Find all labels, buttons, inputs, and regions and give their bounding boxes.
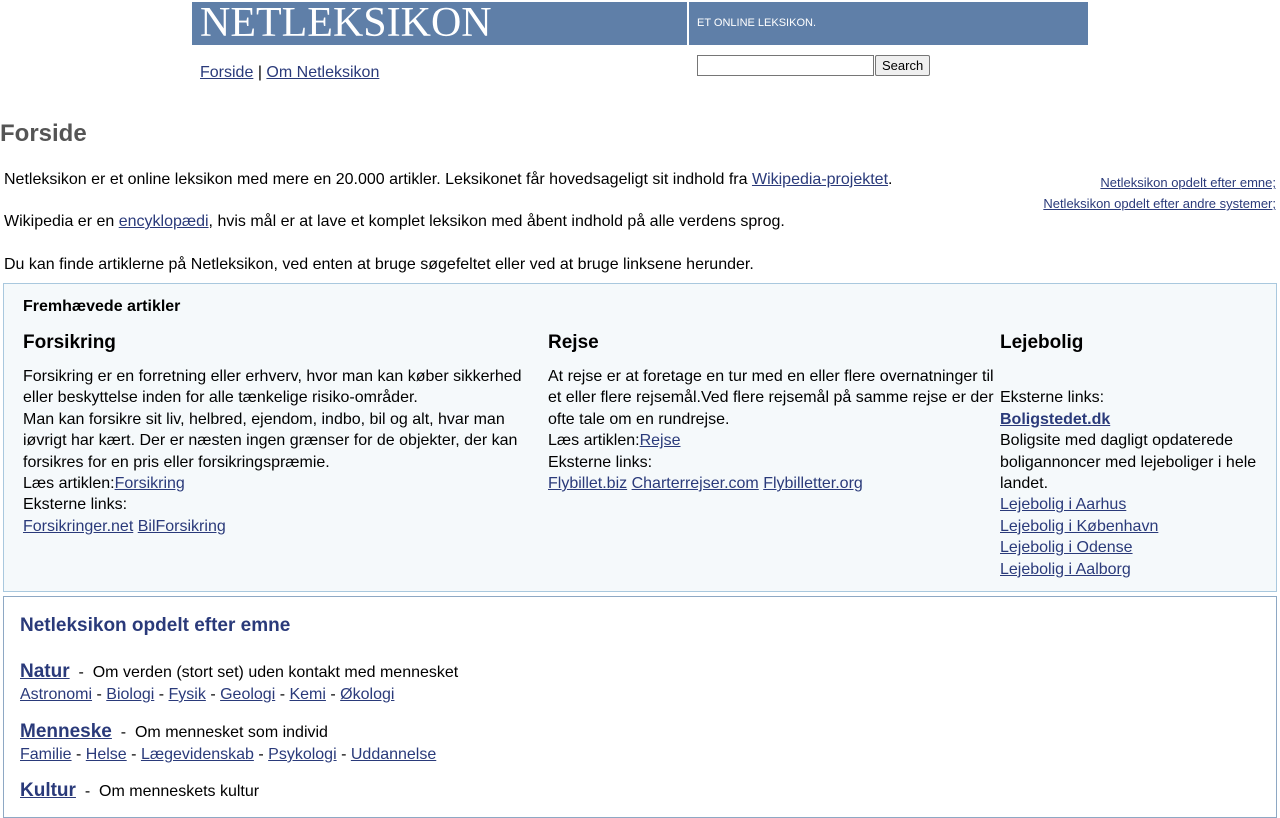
column-title: Rejse — [548, 332, 599, 353]
column-title: Lejebolig — [1000, 332, 1084, 353]
nav-about-link[interactable]: Om Netleksikon — [266, 64, 380, 81]
subtopic-link[interactable]: Lægevidenskab — [140, 746, 254, 763]
topic-dash: - — [120, 724, 127, 741]
subtopic-separator: - — [76, 746, 82, 763]
external-links-label: Eksterne links: — [548, 453, 653, 471]
column-text: At rejse er at foretage en tur med en eller flere overnatninger til et eller flere rejsemål.Ved flere rejsemål på samme rejse er der ofte tale om en rundrejse. — [548, 368, 994, 428]
featured-column-insurance — [23, 332, 533, 537]
external-link[interactable]: Flybilletter.org — [763, 475, 863, 493]
featured-column-travel — [548, 332, 1000, 494]
topic-link[interactable]: Natur — [20, 661, 70, 682]
side-links — [1043, 172, 1276, 214]
rental-link[interactable]: Lejebolig i Aalborg — [1000, 560, 1131, 578]
site-logo[interactable]: NETLEKSIKON — [200, 0, 492, 46]
boligstedet-link[interactable]: Boligstedet.dk — [1000, 410, 1111, 428]
read-article-line — [548, 430, 1000, 451]
search-form — [697, 55, 930, 76]
subtopic-link[interactable]: Geologi — [220, 686, 276, 703]
spacer — [1000, 366, 1264, 387]
external-links — [23, 516, 533, 537]
featured-title: Fremhævede artikler — [23, 298, 181, 315]
subtopic-separator: - — [131, 746, 137, 763]
featured-column-rental — [1000, 332, 1264, 580]
external-links-label: Eksterne links: — [1000, 389, 1105, 407]
subtopic-link[interactable]: Psykologi — [268, 746, 337, 763]
subtopic-link[interactable]: Økologi — [340, 686, 395, 703]
read-label: Læs artiklen: — [548, 432, 640, 450]
topic-header — [20, 660, 458, 685]
intro-text: . — [888, 171, 893, 188]
subtopic-separator: - — [341, 746, 347, 763]
subtopic-separator: - — [158, 686, 165, 703]
topic-description: Om verden (stort set) uden kontakt med mennesket — [92, 664, 459, 681]
logo-banner — [192, 2, 687, 45]
external-link[interactable]: Charterrejser.com — [631, 475, 759, 493]
column-text: Forsikring er en forretning eller erhverv, hvor man kan køber sikkerhed eller beskyttelse inden for alle tænkelige risiko-områder. — [23, 368, 522, 407]
subtopic-link[interactable]: Helse — [85, 746, 127, 763]
topic-header — [20, 779, 259, 804]
column-title: Forsikring — [23, 332, 116, 353]
rental-link[interactable]: Lejebolig i Aarhus — [1000, 496, 1127, 514]
tagline-banner — [689, 2, 1088, 45]
subtopic-separator: - — [210, 686, 216, 703]
search-input[interactable] — [697, 55, 874, 76]
intro-text: Netleksikon er et online leksikon med mere en 20.000 artikler. Leksikonet får hovedsageligt sit indhold fra — [4, 171, 752, 188]
read-article-link[interactable]: Forsikring — [114, 475, 185, 493]
subtopic-link[interactable]: Kemi — [289, 686, 326, 703]
subtopic-link[interactable]: Astronomi — [20, 686, 93, 703]
rental-link[interactable]: Lejebolig i København — [1000, 517, 1159, 535]
top-navigation — [200, 64, 379, 82]
external-link[interactable]: Forsikringer.net — [23, 517, 134, 535]
intro-paragraph-3: Du kan finde artiklerne på Netleksikon, ved enten at bruge søgefeltet eller ved at bruge linksene herunder. — [4, 256, 754, 273]
by-other-systems-link[interactable]: Netleksikon opdelt efter andre systemer; — [1043, 196, 1276, 211]
topic-header — [20, 720, 436, 745]
read-label: Læs artiklen: — [23, 475, 115, 493]
nav-home-link[interactable]: Forside — [200, 64, 254, 81]
topic-nature — [20, 660, 458, 705]
read-article-line — [23, 473, 533, 494]
topic-description: Om mennesket som individ — [134, 724, 328, 741]
topic-human — [20, 720, 436, 765]
nav-separator: | — [257, 64, 262, 81]
topic-link[interactable]: Kultur — [20, 780, 76, 801]
external-link[interactable]: Flybillet.biz — [548, 475, 628, 493]
topic-description: Om menneskets kultur — [99, 783, 260, 800]
topic-dash: - — [78, 664, 84, 681]
external-links — [548, 473, 1000, 494]
subtopic-link[interactable]: Biologi — [106, 686, 155, 703]
intro-text: Wikipedia er en — [4, 213, 119, 230]
intro-paragraph-2 — [4, 213, 785, 231]
external-link[interactable]: BilForsikring — [137, 517, 226, 535]
intro-paragraph-1 — [4, 171, 892, 189]
subtopic-separator: - — [96, 686, 102, 703]
search-button[interactable]: Search — [875, 55, 930, 76]
intro-text: , hvis mål er at lave et komplet leksikon med åbent indhold på alle verdens sprog. — [208, 213, 785, 230]
topic-culture — [20, 779, 259, 804]
page-title: Forside — [0, 120, 87, 147]
external-links-label: Eksterne links: — [23, 496, 128, 514]
read-article-link[interactable]: Rejse — [639, 432, 681, 450]
site-tagline: ET ONLINE LEKSIKON. — [697, 17, 817, 29]
topics-box — [3, 596, 1277, 818]
subtopic-link[interactable]: Uddannelse — [350, 746, 437, 763]
subtopic-separator: - — [258, 746, 264, 763]
subtopic-links — [20, 745, 436, 765]
subtopic-links — [20, 685, 458, 705]
wikipedia-project-link[interactable]: Wikipedia-projektet — [751, 171, 889, 188]
subtopic-separator: - — [279, 686, 286, 703]
subtopic-link[interactable]: Familie — [20, 746, 72, 763]
subtopic-link[interactable]: Fysik — [168, 686, 206, 703]
encyclopedia-link[interactable]: encyklopædi — [118, 213, 209, 230]
by-subject-link[interactable]: Netleksikon opdelt efter emne; — [1100, 175, 1276, 190]
site-header — [192, 2, 1088, 45]
featured-articles-box — [3, 283, 1277, 592]
rental-link[interactable]: Lejebolig i Odense — [1000, 539, 1133, 557]
column-text: Man kan forsikre sit liv, helbred, ejendom, indbo, bil og alt, hvar man iøvrigt har kært. Der er næsten ingen grænser for de objekter, der kan forsikres for en pris eller forsikringspræmie. — [23, 410, 518, 471]
subtopic-separator: - — [330, 686, 336, 703]
topic-link[interactable]: Menneske — [20, 721, 112, 742]
topic-dash: - — [84, 783, 91, 800]
column-text: Boligsite med dagligt opdaterede boligannoncer med lejeboliger i hele landet. — [1000, 432, 1257, 493]
topics-title: Netleksikon opdelt efter emne — [20, 615, 291, 636]
